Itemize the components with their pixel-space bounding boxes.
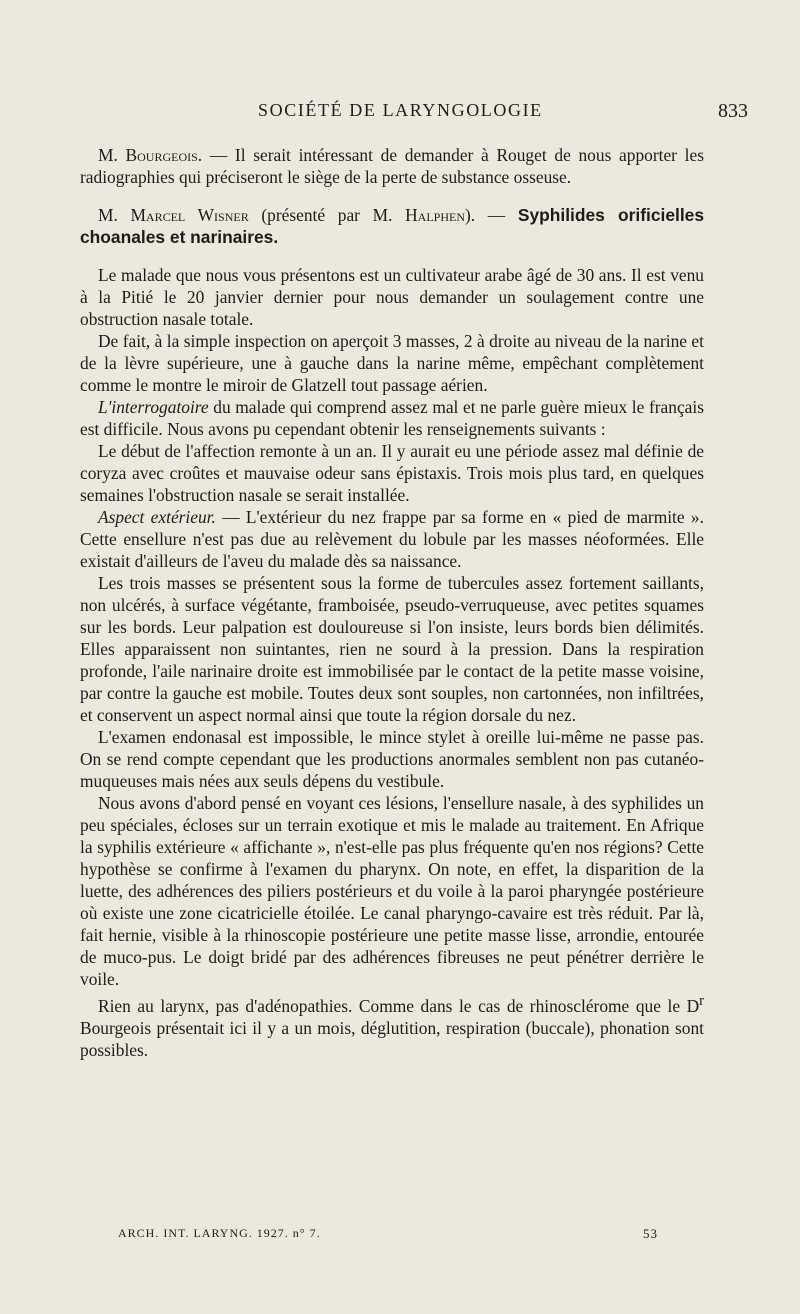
paragraph: De fait, à la simple inspection on aperçoit 3 masses, 2 à droite au niveau de la narine et de la lèvre supérieure, une à gauche dans la narine même, empêchant complètement comme le montre le miroir de Glatzell tout passage aérien.	[80, 331, 704, 395]
speaker-name: M. Bourgeois.	[98, 145, 203, 165]
author-name: M. Marcel Wisner	[98, 205, 249, 225]
paragraph-text: Bourgeois présentait ici il y a un mois, déglutition, respiration (buccale), phonation sont possibles.	[80, 1017, 704, 1060]
running-title: SOCIÉTÉ DE LARYNGOLOGIE	[258, 100, 543, 120]
paragraph: Le début de l'affection remonte à un an. Il y aurait eu une période assez mal définie de coryza avec croûtes et mauvaise odeur sans épistaxis. Trois mois plus tard, en quelques semaines l'obstruction nasale se serait installée.	[80, 441, 704, 505]
communication-title: Syphilides orificielles choanales et narinaires.	[80, 205, 705, 247]
dash-text: ). —	[465, 205, 518, 225]
running-head	[80, 100, 748, 126]
page-footer	[118, 1226, 658, 1246]
superscript: r	[699, 993, 704, 1009]
paragraph-bourgeois	[80, 144, 704, 188]
journal-reference: ARCH. INT. LARYNG. 1927. n° 7.	[118, 1226, 321, 1240]
page-number: 833	[718, 100, 748, 122]
italic-lead: L'interrogatoire	[98, 397, 209, 417]
paragraph-text: Rien au larynx, pas d'adénopathies. Comme dans le cas de rhinosclérome que le D	[98, 995, 700, 1016]
paragraph: L'examen endonasal est impossible, le mince stylet à oreille lui-même ne passe pas. On se rend compte cependant que les productions anormales semblent non pas cutanéo-muqueuses mais nées aux seuls dépens du vestibule.	[80, 727, 704, 791]
paragraph-aspect	[80, 506, 704, 572]
paragraph: Nous avons d'abord pensé en voyant ces lésions, l'ensellure nasale, à des syphilides un peu spéciales, écloses sur un terrain exotique et mis le malade au traitement. En Afrique la syphilis extérieure « affichante », n'est-elle pas plus fréquente qu'en nos régions? Cette hypothèse se confirme à l'examen du pharynx. On note, en effet, la disparition de la luette, des adhérences des piliers postérieurs et du voile à la paroi pharyngée postérieure où existe une zone cicatricielle étoilée. Le canal pharyngo-cavaire est très réduit. Par là, fait hernie, visible à la rhinoscopie postérieure une petite masse lisse, arrondie, entourée de muco-pus. Le doigt bridé par des adhérences fibreuses ne peut pénétrer derrière le voile.	[80, 793, 704, 989]
paragraph: Les trois masses se présentent sous la forme de tubercules assez fortement saillants, non ulcérés, à surface végétante, framboisée, pseudo-verruqueuse, avec petites squames sur les bords. Leur palpation est douloureuse si l'on insiste, leurs bords bien délimités. Elles apparaissent non suintantes, rien ne sourd à la pression. Dans la respiration profonde, l'aile narinaire droite est immobilisée par le contact de la petite masse voisine, par contre la gauche est mobile. Toutes deux sont souples, non cartonnées, non infiltrées, et conservent un aspect normal ainsi que toute la région dorsale du nez.	[80, 573, 704, 725]
paragraph-wisner-heading	[80, 204, 704, 248]
paragraph-text: — Il serait intéressant de demander à Rouget de nous apporter les radiographies qui préciseront le siège de la perte de substance osseuse.	[80, 145, 704, 187]
paragraph: Le malade que nous vous présentons est un cultivateur arabe âgé de 30 ans. Il est venu à la Pitié le 20 janvier dernier pour nous demander un soulagement contre une obstruction nasale totale.	[80, 265, 704, 329]
article-body	[80, 144, 704, 1061]
italic-lead: Aspect extérieur.	[98, 507, 216, 527]
presented-by-text: (présenté par M.	[248, 205, 406, 225]
paragraph-larynx	[80, 990, 704, 1061]
signature-mark: 53	[643, 1226, 658, 1241]
presenter-name: Halphen	[405, 205, 465, 225]
paragraph-interrogatoire	[80, 396, 704, 440]
paragraph-text: — L'extérieur du nez frappe par sa forme en « pied de marmite ». Cette ensellure n'est pas due au relèvement du lobule par les masses néoformées. Elle existait d'ailleurs de l'aveu du malade dès sa naissance.	[80, 507, 704, 571]
paragraph-text: du malade qui comprend assez mal et ne parle guère mieux le français est difficile. Nous avons pu cependant obtenir les renseignements suivants :	[80, 397, 704, 439]
